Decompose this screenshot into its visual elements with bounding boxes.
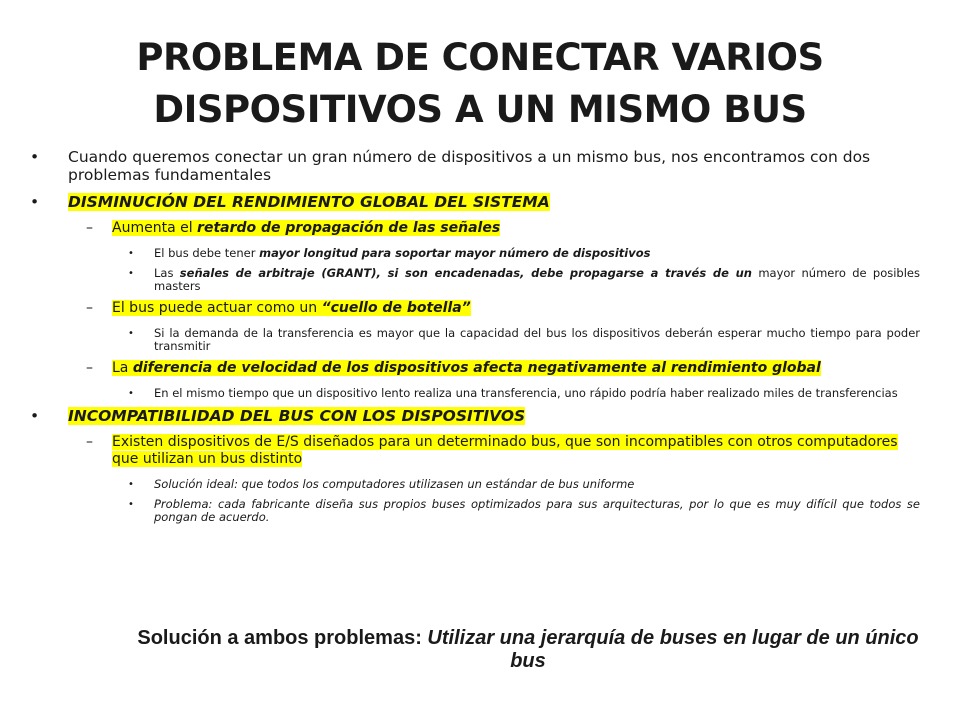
section1-item1-sub1	[30, 247, 920, 260]
item2-sub1-text: Si la demanda de la transferencia es mayor que la capacidad del bus los dispositivos deberán esperar mucho tiempo para poder transmitir	[154, 326, 920, 353]
section1-item2-pre: El bus puede actuar como un	[112, 300, 322, 316]
dash-marker: –	[86, 220, 93, 236]
section1-item1-sub2	[30, 267, 920, 293]
sub1-emph: mayor longitud para soportar mayor número de dispositivos	[259, 246, 651, 260]
solution-footer	[118, 627, 938, 673]
bullet-marker: •	[128, 248, 134, 259]
section1-item1-highlight	[112, 220, 500, 236]
section1-item3	[30, 360, 920, 377]
section1-item1-pre: Aumenta el	[112, 220, 198, 236]
section2-sub1	[30, 478, 920, 491]
footer-emph: Utilizar una jerarquía de buses en lugar de un único bus	[427, 627, 919, 672]
slide-title: PROBLEMA DE CONECTAR VARIOS DISPOSITIVOS A UN MISMO BUS	[136, 36, 824, 131]
bullet-marker: •	[128, 328, 134, 339]
section1-item3-sub1	[30, 387, 920, 400]
item3-sub1-text: En el mismo tiempo que un dispositivo lento realiza una transferencia, uno rápido podría haber realizado miles de transferencias	[154, 386, 898, 400]
bullet-marker: •	[30, 193, 40, 211]
section1-item2-emph: “cuello de botella”	[321, 300, 471, 316]
section1-item3-highlight	[112, 360, 821, 376]
dash-marker: –	[86, 434, 93, 450]
section2-sub2-text: Problema: cada fabricante diseña sus propios buses optimizados para sus arquitecturas, por lo que es muy difícil que todos se pongan de acuerdo.	[154, 497, 920, 524]
sub2-pre: Las	[154, 266, 180, 280]
section2-heading: INCOMPATIBILIDAD DEL BUS CON LOS DISPOSITIVOS	[68, 407, 526, 425]
bullet-marker: •	[30, 407, 40, 425]
bullet-marker: •	[128, 499, 134, 510]
intro-bullet	[30, 148, 920, 184]
section1-item2-sub1	[30, 327, 920, 353]
sub1-pre: El bus debe tener	[154, 246, 260, 260]
section1-item2-highlight	[112, 300, 471, 316]
footer-pre: Solución a ambos problemas:	[137, 627, 428, 649]
section1-item1-emph: retardo de propagación de las señales	[197, 220, 501, 236]
sub2-emph: señales de arbitraje (GRANT), si son encadenadas, debe propagarse a través de un	[179, 266, 752, 280]
section1-item1	[30, 220, 920, 237]
dash-marker: –	[86, 360, 93, 376]
sub2-post: mayor número de posibles masters	[154, 266, 920, 293]
section2-sub1-text: Solución ideal: que todos los computadores utilizasen un estándar de bus uniforme	[154, 477, 635, 491]
intro-text: Cuando queremos conectar un gran número de dispositivos a un mismo bus, nos encontramos con dos problemas fundamentales	[68, 148, 871, 184]
section2-sub2	[30, 498, 920, 524]
bullet-marker: •	[128, 479, 134, 490]
section1-bullet	[30, 193, 920, 211]
section2-item1	[30, 434, 920, 468]
section2-bullet	[30, 407, 920, 425]
dash-marker: –	[86, 300, 93, 316]
section2-item1-text: Existen dispositivos de E/S diseñados para un determinado bus, que son incompatibles con otros computadores que utilizan un bus distinto	[112, 434, 898, 467]
section1-item3-emph: diferencia de velocidad de los dispositivos afecta negativamente al rendimiento global	[132, 360, 821, 376]
section1-item3-pre: La	[112, 360, 133, 376]
bullet-marker: •	[30, 148, 40, 166]
section1-item2	[30, 300, 920, 317]
slide-content	[30, 148, 920, 531]
section1-heading: DISMINUCIÓN DEL RENDIMIENTO GLOBAL DEL SISTEMA	[68, 193, 550, 211]
bullet-marker: •	[128, 388, 134, 399]
bullet-marker: •	[128, 268, 134, 279]
